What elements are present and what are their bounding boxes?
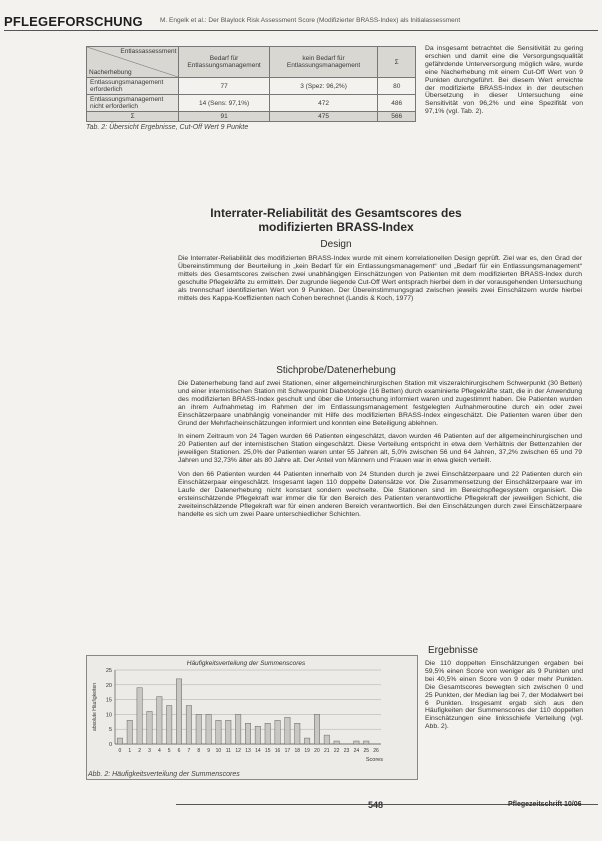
table-2-container [86, 46, 416, 131]
bar [314, 714, 319, 744]
bar [235, 714, 240, 744]
right-column-text: Da insgesamt betrachtet die Sensitivität zu gering erschien und damit eine die Versorgungsqualität gefährdende Unterversorgung möglich wäre, wurde eine Nacherhebung mit einem Cut-Off Wert von 9 Punkten durchgeführt. Bei diesem Wert erreichte der modifizierte BRASS-Index in der deutschen Übersetzung in dieser Untersuchung eine Sensitivität von 96,2% und eine Spezifität von 97,1% (vgl. Tab. 2). [425, 45, 583, 116]
x-tick-label: 5 [167, 748, 171, 754]
y-tick-label: 15 [105, 697, 112, 704]
table-corner-cell [87, 47, 179, 78]
x-tick-label: 3 [148, 748, 151, 754]
row-label: Σ [87, 112, 179, 122]
bar [166, 706, 171, 744]
row-label: Entlassungsmanagement erforderlich [87, 78, 179, 95]
col-header-3: Σ [378, 47, 416, 78]
x-tick-label: 26 [373, 748, 379, 754]
cell: 77 [179, 78, 269, 95]
bar [364, 741, 369, 744]
cell: 3 (Spez: 96,2%) [269, 78, 378, 95]
x-tick-label: 17 [284, 748, 291, 754]
x-tick-label: 19 [304, 748, 310, 754]
cell: 475 [269, 112, 378, 122]
bar [285, 717, 290, 744]
bar [295, 723, 300, 744]
sample-text [178, 380, 582, 525]
chart-title: Häufigkeitsverteilung der Summenscores [186, 660, 306, 667]
figure-box [86, 655, 418, 780]
bar [304, 738, 309, 744]
table-row [87, 95, 416, 112]
y-tick-label: 10 [105, 712, 112, 719]
x-axis-label: Scores [365, 757, 383, 763]
x-tick-label: 20 [314, 748, 320, 754]
bar [196, 714, 201, 744]
bar [186, 706, 191, 744]
y-tick-label: 5 [108, 727, 112, 734]
section-title-line-1: Interrater-Reliabilität des Gesamtscores des [210, 206, 462, 220]
sample-paragraph-3: Von den 66 Patienten wurden 44 Patienten innerhalb von 24 Stunden durch je zwei Einschätzerpaare und 22 Patienten durch ein Einschätzerpaar eingeschätzt. Insgesamt lagen 110 doppelte Datensätze vor. Die Zusammensetzung der Einschätzerpaare war im Laufe der Datenerhebung nicht konstant sondern wechselte. Die Stationen sind im Bereichspflegesystem organisiert. Die ersteinschätzende Pflegekraft war immer die für den Bereich des Patienten verantwortliche Pflegekraft der jeweiligen Schicht, die zweiteinschätzende Pflegekraft war für einen anderen Bereich verantwortlich. Bei den Einschätzungen durch zwei Einschätzerpaare handelte es sich um zwei Paare unterschiedlicher Schichten. [178, 471, 582, 518]
bar [265, 723, 270, 744]
y-tick-label: 25 [105, 668, 112, 674]
table-2 [86, 46, 416, 122]
y-axis-label: absolute Häufigkeiten [92, 682, 98, 732]
bar [137, 688, 142, 744]
cell: 80 [378, 78, 416, 95]
page-number: 548 [368, 800, 384, 810]
x-tick-label: 14 [255, 748, 261, 754]
journal-masthead: PFLEGEFORSCHUNG [4, 14, 143, 29]
bar [127, 720, 132, 744]
cell: 14 (Sens: 97,1%) [179, 95, 269, 112]
x-tick-label: 23 [343, 748, 350, 754]
x-tick-label: 18 [294, 748, 301, 754]
cell: 486 [378, 95, 416, 112]
cell: 91 [179, 112, 269, 122]
bar [176, 679, 181, 744]
design-text: Die Interrater-Reliabilität des modifizierten BRASS-Index wurde mit einem korrelationellen Design geprüft. Ziel war es, den Grad der Übereinstimmung der Beurteilung in „kein Bedarf für ein Entlassungsmanagement“ und „Bedarf für ein Entlassungsmanagement“ mittels des Gesamtscores zwischen zwei unabhängigen Einschätzungen von Patienten mit dem modifizierten BRASS-Index durch geschulte Pflegekräfte zu ermitteln. Der zugrunde liegende Cut-Off Wert entsprach hierbei dem in der vorausgehenden Untersuchung als trennscharf identifizierten Wert von 9 Punkten. Der Übereinstimmungsgrad zwischen jeweils zwei Einschätzern wurde hierbei mittels des Kappa-Koeffizienten nach Cohen berechnet (Landis & Koch, 1977) [178, 255, 582, 302]
x-tick-label: 8 [197, 748, 201, 754]
cell: 472 [269, 95, 378, 112]
x-tick-label: 4 [157, 748, 161, 754]
x-tick-label: 21 [324, 748, 330, 754]
y-tick-label: 0 [108, 742, 112, 748]
sample-heading: Stichprobe/Datenerhebung [276, 365, 396, 376]
x-tick-label: 24 [353, 748, 360, 754]
bar [147, 711, 152, 744]
results-text: Die 110 doppelten Einschätzungen ergaben bei 59,5% einen Score von weniger als 9 Punkten und bei 40,5% einen Score von 9 oder mehr Punkten. Die Gesamtscores bewegten sich zwischen 0 und 25 Punkten, der Median lag bei 7, der Modalwert bei 6 Punkten. Insgesamt ergab sich aus den Häufigkeiten der Summenscores der 110 doppelten Einschätzungen eine linksschiefe Verteilung (vgl. Abb. 2). [425, 660, 583, 731]
design-heading: Design [320, 239, 352, 250]
x-tick-label: 12 [235, 748, 241, 754]
bar [216, 720, 221, 744]
y-tick-label: 20 [105, 682, 112, 689]
sample-paragraph-2: In einem Zeitraum von 24 Tagen wurden 66 Patienten eingeschätzt, davon wurden 46 Patienten auf der allgemeinchirurgischen und 20 Patienten auf der internistischen Station eingeschätzt. Diese Verteilung entspricht in etwa dem Verhältnis der Bettenzahlen der jeweiligen Stationen. 25,0% der Patienten waren unter 55 Jahren alt, 5,0% zwischen 56 und 64 Jahren, 37,2% zwischen 65 und 79 Jahren und 32,73% älter als 80 Jahre alt. Der Anteil von Männern und Frauen war in etwa gleich verteilt. [178, 433, 582, 465]
bar [354, 741, 359, 744]
running-head: M. Engelk et al.: Der Blaylock Risk Assessment Score (Modifizierter BRASS-Index) als Initialassessment [160, 17, 461, 24]
results-heading: Ergebnisse [428, 645, 479, 656]
section-title-line-2: modifizierten BRASS-Index [258, 220, 414, 234]
bar [117, 738, 122, 744]
table-row [87, 112, 416, 122]
bar [324, 735, 329, 744]
bar [334, 741, 339, 744]
bar [157, 697, 162, 744]
x-tick-label: 22 [333, 748, 340, 754]
bar [226, 720, 231, 744]
bar [206, 714, 211, 744]
x-tick-label: 6 [177, 748, 181, 754]
table-2-caption: Tab. 2: Übersicht Ergebnisse, Cut-Off Wert 9 Punkte [86, 124, 249, 131]
bar [255, 726, 260, 744]
section-title [86, 206, 586, 234]
x-tick-label: 15 [264, 748, 271, 754]
x-tick-label: 7 [187, 748, 191, 754]
col-header-top: Entlassassessment [120, 48, 177, 55]
x-tick-label: 25 [363, 748, 370, 754]
row-label: Entlassungsmanagement nicht erforderlich [87, 95, 179, 112]
col-header-2: kein Bedarf für Entlassungsmanagement [269, 47, 378, 78]
x-tick-label: 13 [245, 748, 251, 754]
x-tick-label: 11 [225, 748, 231, 754]
x-tick-label: 2 [138, 748, 142, 754]
x-tick-label: 16 [274, 748, 281, 754]
col-header-1: Bedarf für Entlassungsmanagement [179, 47, 269, 78]
x-tick-label: 10 [215, 748, 222, 754]
header-rule [4, 30, 598, 31]
bar [245, 723, 250, 744]
sample-paragraph-1: Die Datenerhebung fand auf zwei Stationen, einer allgemeinchirurgischen Station mit viszeralchirurgischem Schwerpunkt (30 Betten) und einer internistischen Station mit Schwerpunkt Diabetologie (16 Betten) durch examinierte Pflegekräfte statt, die in der Anwendung des modifizierten BRASS-Index geschult und über die Untersuchung informiert waren und zugestimmt haben. Die Patienten wurden an ihrem Aufnahmetag im Rahmen der im Entlassungsmanagement festgelegten Aufnahmeroutine durch ein oder zwei Einschätzerpaare unabhängig voneinander mit Hilfe des modifizierten BRASS-Index eingeschätzt. Die Patienten waren über den Grund der Mehrfacheinschätzungen informiert und konnten eine Beteiligung ablehnen. [178, 380, 582, 427]
histogram-chart [87, 656, 417, 766]
figure-caption: Abb. 2: Häufigkeitsverteilung der Summenscores [88, 771, 240, 778]
x-tick-label: 1 [128, 748, 132, 754]
bar [275, 720, 280, 744]
row-header-label: Nacherhebung [89, 69, 132, 76]
x-tick-label: 0 [118, 748, 122, 754]
journal-footer: Pflegezeitschrift 10/06 [508, 801, 582, 808]
x-tick-label: 9 [207, 748, 210, 754]
table-row [87, 78, 416, 95]
cell: 566 [378, 112, 416, 122]
